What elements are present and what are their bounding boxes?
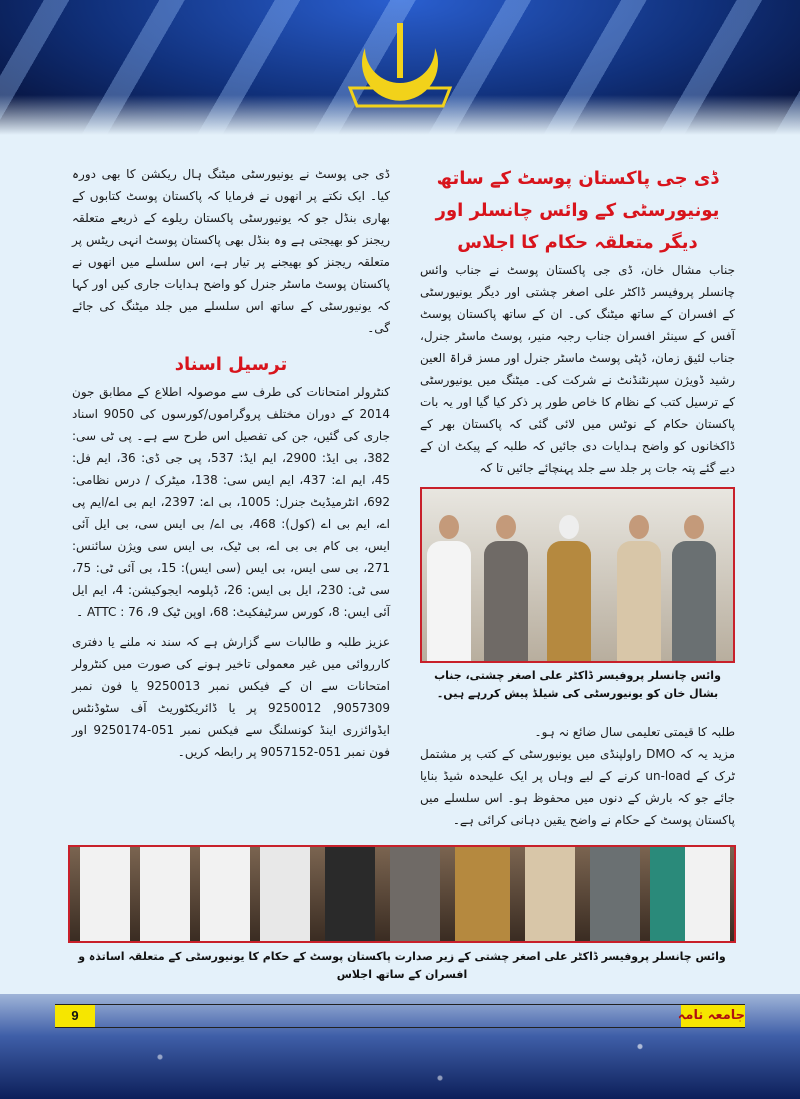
dmo-paragraph: مزید یہ کہ DMO راولپنڈی میں یونیورسٹی کے کتب پر مشتمل ٹرک کے un-load کرنے کے لیے وہاں پر ایک علیحدہ شیڈ بنایا جائے جو کہ بارش کے دنوں میں محفوظ ہو۔ اس سلسلے میں پاکستان پوسٹ کے حکام نے واضح یقین دہانی کرائی ہے۔	[420, 747, 736, 827]
right-column	[420, 163, 735, 831]
university-logo	[345, 18, 455, 118]
contact-paragraph: عزیز طلبہ و طالبات سے گزارش ہے کہ سند نہ ملنے یا دفتری کارروائی میں غیر معمولی تاخیر ہونے کی صورت میں کنٹرولر امتحانات سے ان کے فیکس نمبر 9250013 یا فون نمبر 9057309, 9250012 پر یا ڈائریکٹوریٹ آف سٹوڈنٹس ایڈوائزری اینڈ کونسلنگ سے فیکس نمبر 051-9250174 اور فون نمبر 051-9057152 پر رابطہ کریں۔	[72, 635, 390, 759]
page-number: 9	[55, 1005, 95, 1027]
continued-text: طلبہ کا قیمتی تعلیمی سال ضائع نہ ہو۔	[534, 725, 735, 739]
footer-bar	[55, 1004, 745, 1028]
group-photo-caption: وائس چانسلر پروفیسر ڈاکٹر علی اصغر چشتی کے زیر صدارت پاکستان پوسٹ کے حکام کا یونیورسٹی کے متعلقہ اساتذہ و افسران کے ساتھ اجلاس	[78, 950, 726, 981]
photo-caption: وائس چانسلر پروفیسر ڈاکٹر علی اصغر چشتی، جناب بشال خان کو یونیورسٹی کی شیلڈ پیش کررہے ہیں۔	[434, 669, 721, 700]
article-body: جناب مشال خان، ڈی جی پاکستان پوسٹ نے جناب وائس چانسلر پروفیسر ڈاکٹر علی اصغر چشتی اور دیگر یونیورسٹی کے افسران کے ساتھ میٹنگ کی۔ ان کے ساتھ پاکستان پوسٹ آفس کے سینئر افسران جناب رجبہ منیر، پوسٹ ماسٹر جنرل، جناب لئیق زمان، ڈپٹی پوسٹ ماسٹر جنرل اور مسز قراۃ العین رشید ڈویژن سپرنٹنڈنٹ نے شرکت کی۔ میٹنگ میں یونیورسٹی کے ترسیل کتب کے نظام کا خاص طور پر ذکر کیا گیا اور یہ بات پاکستان حکام کے نوٹس میں لائی گئی کہ پاکستان بھر کے ڈاکخانوں کو واضح ہدایات دی جائیں کہ طلبہ کے پیکٹ ان کے دیے گئے پتہ جات پر جلد سے جلد پہنچائے جائیں تا کہ	[420, 263, 735, 475]
degrees-paragraph: کنٹرولر امتحانات کی طرف سے موصولہ اطلاع کے مطابق جون 2014 کے دوران مختلف پروگراموں/کورسوں کی 9050 اسناد جاری کی گئیں، جن کی تفصیل اس طرح سے ہے۔ پی ٹی سی: 382، بی ایڈ: 2900، ایم ایڈ: 537، پی جی ڈی: 36، ایم فل: 45، ایم اے: 437، ایم ایس سی: 138، میٹرک / درس نظامی: 692، انٹرمیڈیٹ جنرل: 1005، بی اے: 2397، ایم بی اے/ایم پی اے، ایم بی اے (کول): 468، بی اے/ بی ایس سی، بی ایل آئی ایس، بی کام بی بی اے، بی ٹیک، بی ایس سی ویژن سائنس: 271، بی سی ایس، بی ایس (سی ایس): 15، بی آئی ٹی: 75، سی ٹی: 230، ایل بی ایس: 26، ڈپلومہ ایجوکیشن: 4، ایم ایل آئی ایس: 8، کورس سرٹیفکیٹ: 68، اوپن ٹیک 9، ATTC : 76 ۔	[72, 385, 391, 619]
header-banner	[0, 0, 800, 135]
group-photo-section	[68, 845, 736, 984]
article-title-line2: دیگر متعلقہ حکام کا اجلاس	[457, 232, 698, 253]
left-column	[72, 163, 390, 831]
meeting-group-photo	[68, 845, 736, 943]
shield-presentation-photo	[420, 487, 735, 663]
section-title: ترسیل اسناد	[174, 354, 288, 375]
content-area	[0, 135, 800, 831]
dg-visit-paragraph: ڈی جی پوسٹ نے یونیورسٹی میٹنگ ہال ریکشن کا بھی دورہ کیا۔ ایک نکتے پر انھوں نے فرمایا کہ پاکستان پوسٹ کتابوں کے بھاری بنڈل جو کہ یونیورسٹی پاکستان ریلوے کے ذریعے متعلقہ ریجنز کو بھیجتی ہے وہ بنڈل بھی پاکستان پوسٹ انہی ریٹس پر متعلقہ ریجنز کو بھیجنے پر تیار ہے، اس سلسلے میں انھوں نے پاکستان پوسٹ ماسٹر جنرل کو واضح ہدایات جاری کیں اور کہا کہ یونیورسٹی کے ساتھ اس سلسلے میں جلد میٹنگ کی جائے گی۔	[72, 167, 390, 335]
footer-banner	[0, 994, 800, 1099]
article-title: ڈی جی پاکستان پوسٹ کے ساتھ یونیورسٹی کے وائس چانسلر اور	[435, 168, 720, 221]
magazine-name: جامعہ نامہ	[681, 1005, 745, 1027]
